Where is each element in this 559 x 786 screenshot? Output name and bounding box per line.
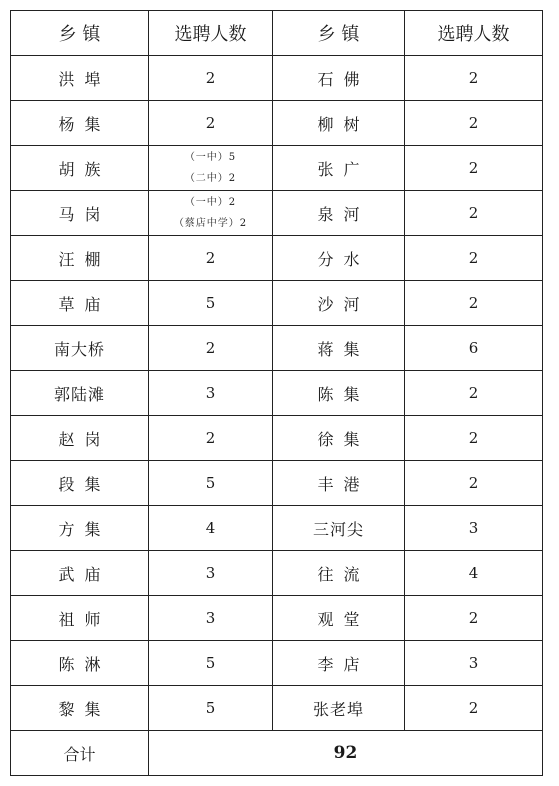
- town-b: 李店: [273, 641, 405, 686]
- count-b: 2: [405, 56, 543, 101]
- town-b: 沙河: [273, 281, 405, 326]
- town-b: 柳树: [273, 101, 405, 146]
- count-a-multi: [149, 146, 273, 191]
- total-value: 92: [149, 731, 543, 776]
- town-a: 祖师: [11, 596, 149, 641]
- town-a: 赵岗: [11, 416, 149, 461]
- count-b: 3: [405, 506, 543, 551]
- table-row: [11, 191, 543, 236]
- header-town-a: 乡 镇: [11, 11, 149, 56]
- count-line: （蔡店中学）2: [173, 218, 248, 229]
- town-a: 草庙: [11, 281, 149, 326]
- count-a: 5: [149, 461, 273, 506]
- count-a: 5: [149, 641, 273, 686]
- count-b: 3: [405, 641, 543, 686]
- count-b: 2: [405, 371, 543, 416]
- town-a: 郭陆滩: [11, 371, 149, 416]
- town-b: 张老埠: [273, 686, 405, 731]
- town-b: 张广: [273, 146, 405, 191]
- count-line: （二中）2: [184, 173, 237, 184]
- count-b: 2: [405, 191, 543, 236]
- table-row: [11, 551, 543, 596]
- town-a: 马岗: [11, 191, 149, 236]
- table-row: [11, 461, 543, 506]
- count-a: 2: [149, 236, 273, 281]
- table-row: [11, 146, 543, 191]
- count-b: 2: [405, 281, 543, 326]
- town-b: 丰港: [273, 461, 405, 506]
- header-town-b: 乡 镇: [273, 11, 405, 56]
- count-b: 2: [405, 236, 543, 281]
- total-label: 合计: [11, 731, 149, 776]
- count-a: 2: [149, 416, 273, 461]
- town-a: 胡族: [11, 146, 149, 191]
- count-b: 2: [405, 146, 543, 191]
- town-a: 段集: [11, 461, 149, 506]
- table-row: [11, 281, 543, 326]
- town-b: 往流: [273, 551, 405, 596]
- count-b: 2: [405, 461, 543, 506]
- count-b: 2: [405, 101, 543, 146]
- count-b: 4: [405, 551, 543, 596]
- count-a: 2: [149, 326, 273, 371]
- count-line: （一中）2: [184, 197, 237, 208]
- table-row: [11, 416, 543, 461]
- count-a: 3: [149, 551, 273, 596]
- table-row: [11, 506, 543, 551]
- count-a: 2: [149, 101, 273, 146]
- count-a: 5: [149, 686, 273, 731]
- town-b: 泉河: [273, 191, 405, 236]
- count-a: 4: [149, 506, 273, 551]
- town-a: 方集: [11, 506, 149, 551]
- header-row: [11, 11, 543, 56]
- town-a: 黎集: [11, 686, 149, 731]
- town-a: 武庙: [11, 551, 149, 596]
- table-row: [11, 236, 543, 281]
- count-a: 2: [149, 56, 273, 101]
- header-count-b: 选聘人数: [405, 11, 543, 56]
- town-b: 三河尖: [273, 506, 405, 551]
- town-a: 汪棚: [11, 236, 149, 281]
- table-row: [11, 56, 543, 101]
- count-b: 2: [405, 416, 543, 461]
- table-row: [11, 686, 543, 731]
- count-a: 3: [149, 371, 273, 416]
- table-row: [11, 596, 543, 641]
- header-count-a: 选聘人数: [149, 11, 273, 56]
- count-a: 3: [149, 596, 273, 641]
- table-row: [11, 101, 543, 146]
- total-row: [11, 731, 543, 776]
- count-b: 2: [405, 686, 543, 731]
- town-a: 陈淋: [11, 641, 149, 686]
- town-b: 陈集: [273, 371, 405, 416]
- count-line: （一中）5: [184, 152, 237, 163]
- table-row: [11, 371, 543, 416]
- count-a-multi: [149, 191, 273, 236]
- table-row: [11, 326, 543, 371]
- count-b: 6: [405, 326, 543, 371]
- town-b: 蒋集: [273, 326, 405, 371]
- count-b: 2: [405, 596, 543, 641]
- town-a: 洪埠: [11, 56, 149, 101]
- town-a: 杨集: [11, 101, 149, 146]
- town-b: 观堂: [273, 596, 405, 641]
- town-a: 南大桥: [11, 326, 149, 371]
- count-a: 5: [149, 281, 273, 326]
- town-b: 石佛: [273, 56, 405, 101]
- town-b: 分水: [273, 236, 405, 281]
- town-b: 徐集: [273, 416, 405, 461]
- recruitment-table: [10, 10, 543, 776]
- table-row: [11, 641, 543, 686]
